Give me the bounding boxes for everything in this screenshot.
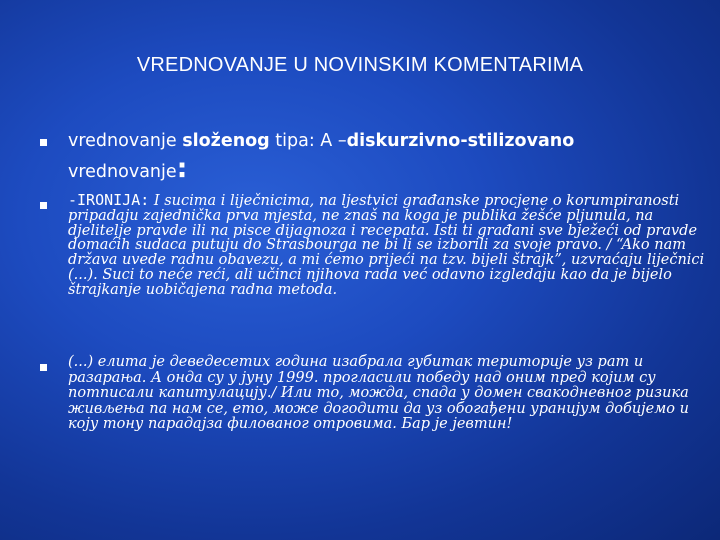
bullet-1-bold-b: diskurzivno-stilizovano	[346, 131, 575, 151]
square-bullet-icon	[40, 364, 47, 371]
bullet-1-text-b: tipa: A –	[269, 131, 347, 151]
bullet-1-colon: :	[176, 153, 188, 184]
bullet-1-text-c: vrednovanje	[68, 162, 177, 182]
slide-title: VREDNOVANJE U NOVINSKIM KOMENTARIMA	[136, 54, 584, 76]
bullet-item-2	[68, 193, 713, 298]
square-bullet-icon	[40, 202, 47, 209]
bullet-item-1	[68, 126, 678, 188]
irony-quote: I sucima i liječnicima, na ljestvici građanske procjene o korumpiranosti pripadaju zajednička prva mjesta, ne znaš na koga je publika žešće pljunula, na djelitelje pravde ili na pisce dijagnoza i recepata. Isti ti građani sve bježeći od pravde domaćih sudaca putuju do Strasbourga ne bi li se izborili za svoje pravo. / “Ako nam država uvede radnu obavezu, a mi ćemo prijeći na tzv. bijeli štrajk”, uzvraćaju liječnici (...). Suci to neće reći, ali učinci njihova rada već odavno izgledaju kao da je bijelo štrajkanje uobičajena radna metoda.	[68, 193, 705, 298]
cyrillic-quote: (...) елита је деведесетих година изабрала губитак територије уз рат и разарања. А онда су у јуну 1999. прогласили победу над оним пред којим су потписали капитулацију./ Или то, можда, спада у домен свакодневног ризика живљења па нам се, ето, може догодити да уз обогађени уранијум добијемо и коју тону парадајза филованог отровима. Бар је јевтин!	[68, 354, 689, 432]
bullet-1-bold-a: složenog	[182, 131, 270, 151]
square-bullet-icon	[40, 139, 47, 146]
bullet-1-text-a: vrednovanje	[68, 131, 183, 151]
bullet-item-3	[68, 355, 708, 433]
irony-label: -IRONIJA:	[68, 191, 150, 209]
